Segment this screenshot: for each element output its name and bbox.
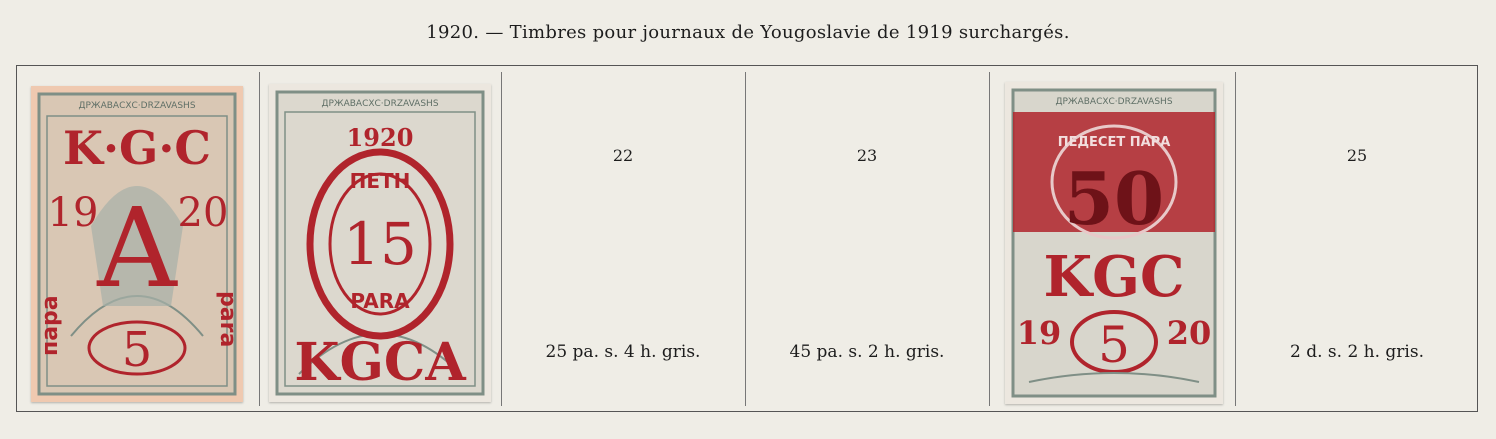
- overprint-year: 1920: [346, 123, 414, 152]
- stamp-1920-15-para[interactable]: [269, 84, 491, 402]
- slot-caption: 45 pa. s. 2 h. gris.: [789, 342, 945, 362]
- overprint-letter-a: A: [97, 184, 177, 312]
- stamp-value: 5: [121, 322, 153, 378]
- base-value: 5: [1098, 316, 1130, 374]
- overprint-kgc: K·G·C: [63, 121, 211, 175]
- slot-number: 22: [612, 146, 634, 165]
- stamp-kgc-50-para[interactable]: [1005, 82, 1223, 404]
- ring-top-text: ПЕТН: [349, 169, 411, 193]
- page-title: 1920. — Timbres pour journaux de Yougoslavie de 1919 surchargés.: [426, 22, 1070, 43]
- stamp-value: 50: [1063, 156, 1165, 241]
- slot-caption: 2 d. s. 2 h. gris.: [1290, 342, 1424, 362]
- album-frame: [16, 65, 1478, 412]
- column-divider: [259, 72, 260, 406]
- empty-slot-23[interactable]: [745, 66, 989, 411]
- ring-top-text: ПЕДЕСЕТ ПАРА: [1057, 135, 1171, 150]
- slot-number: 25: [1346, 146, 1368, 165]
- overprint-year-right: 20: [1166, 314, 1212, 352]
- slot-caption: 25 pa. s. 4 h. gris.: [545, 342, 701, 362]
- empty-slot-25[interactable]: [1235, 66, 1479, 411]
- ring-bottom-text: PARA: [350, 289, 410, 313]
- stamp-kgc-a-5-para[interactable]: [31, 86, 243, 402]
- stamp-value: 15: [343, 210, 417, 278]
- overprint-kgc: KGC: [1043, 244, 1185, 310]
- slot-number: 23: [856, 146, 878, 165]
- stamp-side-right: para: [215, 291, 240, 348]
- overprint-kgca: KGCA: [294, 332, 466, 393]
- stamp-side-left: пара: [38, 295, 63, 356]
- stamp-header: ДРЖАВАСХС·DRZAVASHS: [1055, 97, 1173, 107]
- overprint-year-left: 19: [1016, 314, 1062, 352]
- empty-slot-22[interactable]: [501, 66, 745, 411]
- overprint-year-left: 19: [47, 190, 99, 236]
- column-divider: [989, 72, 990, 406]
- stamp-header: ДРЖАВАСХС·DRZAVASHS: [78, 101, 196, 111]
- overprint-year-right: 20: [177, 190, 229, 236]
- stamp-header: ДРЖАВАСХС·DRZAVASHS: [321, 99, 439, 109]
